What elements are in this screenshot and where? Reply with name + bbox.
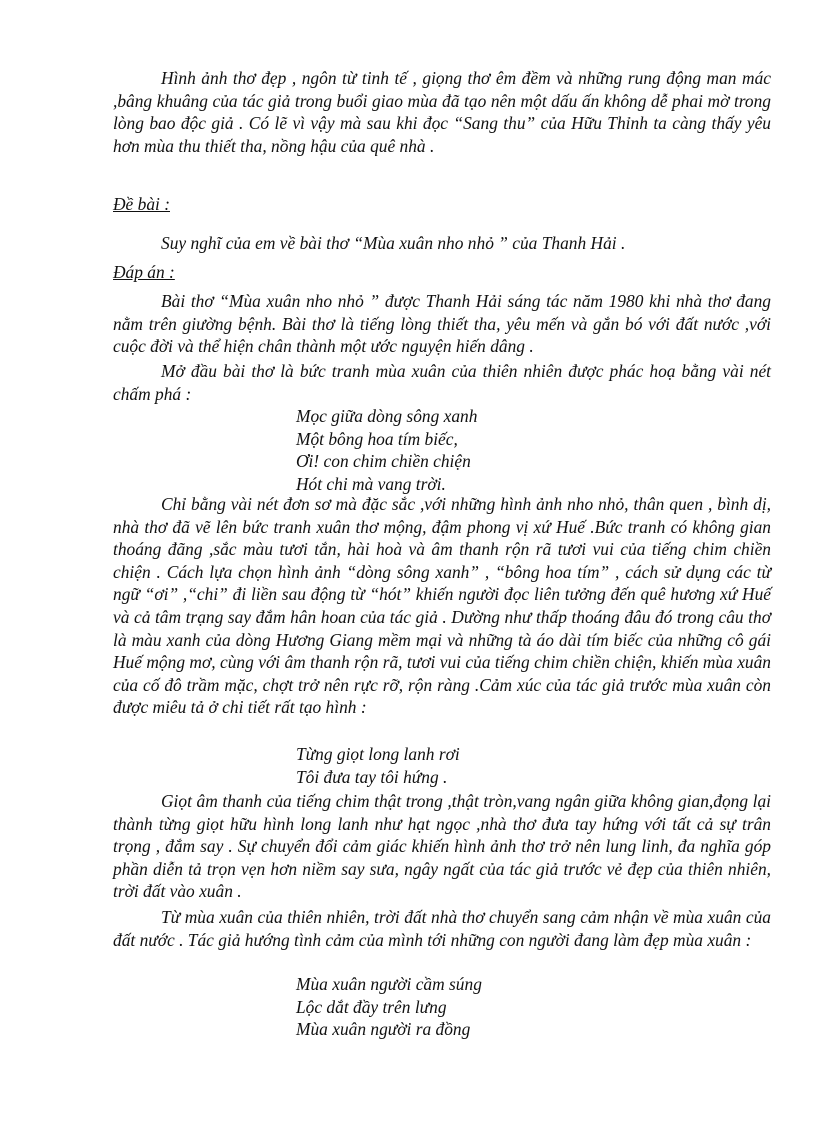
verse-stanza-1 <box>296 405 477 495</box>
verse-line: Mọc giữa dòng sông xanh <box>296 406 478 426</box>
verse-line: Mùa xuân người ra đồng <box>296 1019 471 1040</box>
answer-paragraph-5: Từ mùa xuân của thiên nhiên, trời đất nhà thơ chuyển sang cảm nhận về mùa xuân của đất nước . Tác giả hướng tình cảm của mình tới những con người đang làm đẹp mùa xuân : <box>113 907 771 950</box>
de-bai-heading: Đề bài : <box>113 194 170 214</box>
de-bai-text: Suy nghĩ của em về bài thơ “Mùa xuân nho nhỏ ” của Thanh Hải . <box>161 233 626 253</box>
answer-paragraph-2: Mở đầu bài thơ là bức tranh mùa xuân của thiên nhiên được phác hoạ bằng vài nét chấm phá : <box>113 361 771 404</box>
answer-paragraph-4: Giọt âm thanh của tiếng chim thật trong ,thật tròn,vang ngân giữa không gian,đọng lại thành từng giọt hữu hình long lanh như hạt ngọc ,nhà thơ đưa tay hứng với tất cả sự trân trọng , đắm say . Sự chuyển đổi cảm giác khiến hình ảnh thơ trở nên lung linh, đa nghĩa góp phần diễn tả trọn vẹn hơn niềm say sưa, ngây ngất của tác giả trước vẻ đẹp của thiên nhiên, trời đất vào xuân . <box>113 791 771 902</box>
answer-paragraph-1: Bài thơ “Mùa xuân nho nhỏ ” được Thanh Hải sáng tác năm 1980 khi nhà thơ đang nằm trên giường bệnh. Bài thơ là tiếng lòng thiết tha, yêu mến và gắn bó với đất nước ,với cuộc đời và thể hiện chân thành một ước nguyện hiến dâng . <box>113 291 771 357</box>
dap-an-heading: Đáp án : <box>113 262 175 282</box>
verse-stanza-3 <box>296 973 482 1041</box>
intro-paragraph: Hình ảnh thơ đẹp , ngôn từ tinh tế , giọng thơ êm đềm và những rung động man mác ,bâng khuâng của tác giả trong buổi giao mùa đã tạo nên một dấu ấn không dễ phai mờ trong lòng bao độc giả . Có lẽ vì vậy mà sau khi đọc “Sang thu” của Hữu Thỉnh ta càng thấy yêu hơn mùa thu thiết tha, nồng hậu của quê nhà . <box>113 68 771 156</box>
verse-line: Tôi đưa tay tôi hứng . <box>296 766 448 787</box>
verse-stanza-2 <box>296 743 460 788</box>
verse-line: Hót chi mà vang trời. <box>296 473 446 494</box>
verse-line: Từng giọt long lanh rơi <box>296 744 460 764</box>
verse-line: Mùa xuân người cầm súng <box>296 974 482 994</box>
answer-paragraph-3: Chỉ bằng vài nét đơn sơ mà đặc sắc ,với những hình ảnh nho nhỏ, thân quen , bình dị, nhà thơ đã vẽ lên bức tranh xuân thơ mộng, đậm phong vị xứ Huế .Bức tranh có không gian thoáng đãng ,sắc màu tươi tắn, hài hoà và âm thanh rộn rã tươi vui của tiếng chim chiền chiện . Cách lựa chọn hình ảnh “dòng sông xanh” , “bông hoa tím” , cách sử dụng các từ ngữ “ơi” ,“chi” đi liền sau động từ “hót” khiến người đọc liên tưởng đến quê hương xứ Huế và cả tâm trạng say đắm hân hoan của tác giả . Dường như thấp thoáng đâu đó trong câu thơ là màu xanh của dòng Hương Giang mềm mại và những tà áo dài tím biếc của những cô gái Huế mộng mơ, cùng với âm thanh rộn rã, tươi vui của tiếng chim chiền chiện, khiến mùa xuân của cố đô trầm mặc, chợt trở nên rực rỡ, rộn ràng .Cảm xúc của tác giả trước mùa xuân còn được miêu tả ở chi tiết rất tạo hình : <box>113 494 771 718</box>
verse-line: Lộc dắt đầy trên lưng <box>296 996 447 1017</box>
verse-line: Ơi! con chim chiền chiện <box>296 451 471 472</box>
verse-line: Một bông hoa tím biếc, <box>296 428 458 449</box>
